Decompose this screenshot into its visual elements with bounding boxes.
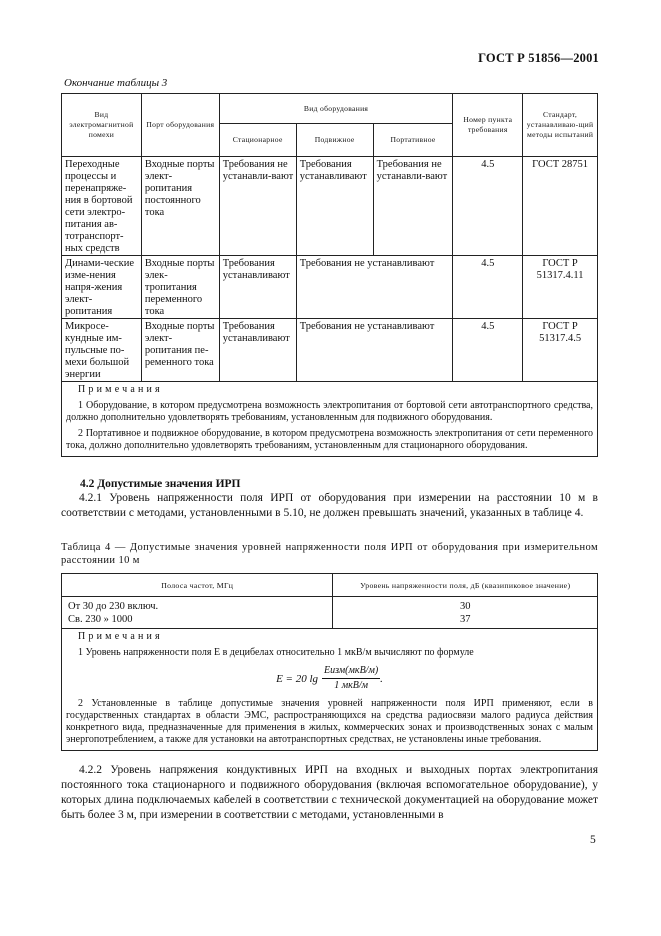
th-portable: Портативное — [373, 124, 453, 157]
cell-port: Входные порты элект-ропитания постоянного тока — [141, 157, 219, 256]
table-row — [62, 256, 598, 319]
cell-interference: Микросе-кундные им-пульсные по-мехи большой энергии — [62, 319, 142, 382]
cell-port: Входные порты элек-тропитания переменного тока — [141, 256, 219, 319]
table3-notes — [62, 382, 598, 457]
paragraph-4-2-2 — [61, 763, 598, 823]
table4-caption-text: Таблица 4 — Допустимые значения уровней напряженности поля ИРП от оборудования при измерительном расстоянии 10 м — [61, 542, 598, 566]
table-row — [62, 597, 598, 614]
cell-band: Св. 230 » 1000 — [62, 613, 333, 629]
table4 — [61, 573, 598, 751]
th-clause: Номер пункта требования — [453, 94, 523, 157]
paragraph-4-2-2-text: 4.2.2 Уровень напряжения кондуктивных ИРП на входных и выходных портах электропитания постоянного тока стационарного и подвижного оборудования (включая вспомогательное оборудование), у которых длина подключаемых кабелей в соответствии с технической документацией на оборудование может быть более 3 м, при измерении в соответствии с методами, установленными в — [61, 764, 598, 821]
cell-interference: Переходные процессы и перенапряже-ния в бортовой сети электро-питания ав-тотранспорт-ных средств — [62, 157, 142, 256]
cell-level: 30 — [333, 597, 598, 614]
th-stationary: Стационарное — [219, 124, 296, 157]
cell-interference: Динами-ческие изме-нения напря-жения элект-ропитания — [62, 256, 142, 319]
cell-standard: ГОСТ Р 51317.4.5 — [523, 319, 598, 382]
table-row — [62, 613, 598, 629]
th-level: Уровень напряженности поля, дБ (квазипиковое значение) — [333, 574, 598, 597]
notes-title: Примечания — [78, 384, 163, 395]
cell-clause: 4.5 — [453, 157, 523, 256]
th-interference: Вид электромагнитной помехи — [62, 94, 142, 157]
cell-portable: Требования не устанавли-вают — [373, 157, 453, 256]
paragraph-4-2-1 — [61, 491, 598, 521]
th-port: Порт оборудования — [141, 94, 219, 157]
table4-caption — [61, 541, 598, 567]
notes-title: Примечания — [78, 631, 163, 642]
cell-merged: Требования не устанавливают — [296, 319, 453, 382]
cell-merged: Требования не устанавливают — [296, 256, 453, 319]
cell-standard: ГОСТ Р 51317.4.11 — [523, 256, 598, 319]
section-title: 4.2 Допустимые значения ИРП — [80, 478, 241, 490]
table3-caption: Окончание таблицы 3 — [64, 77, 168, 89]
note-2: 2 Установленные в таблице допустимые значения уровней напряженности поля ИРП применяют, если в государственных стандартах в области ЭМС, распространяющихся на средства радиосвязи малого радиуса действия конкретного вида, предназначенные для применения в жилых, коммерческих зонах и производственных зонах с малым энергопотреблением, а также для установки на автотранспортных средствах, не установлены иные требования. — [66, 698, 593, 745]
note-1: 1 Уровень напряженности поля E в децибелах относительно 1 мкВ/м вычисляют по формуле — [78, 647, 474, 658]
table3 — [61, 93, 598, 457]
cell-stationary: Требования устанавливают — [219, 319, 296, 382]
formula-denominator: 1 мкВ/м — [334, 680, 369, 691]
formula-fraction — [322, 665, 380, 692]
cell-level: 37 — [333, 613, 598, 629]
th-equipment-group: Вид оборудования — [219, 94, 453, 124]
note-2: 2 Портативное и подвижное оборудование, в котором предусмотрена возможность электропитания от сети переменного тока, должно дополнительно удовлетворять требованиям, установленным для стационарного оборудования. — [66, 428, 593, 451]
table4-notes — [62, 629, 598, 751]
th-mobile: Подвижное — [296, 124, 373, 157]
cell-clause: 4.5 — [453, 319, 523, 382]
th-band: Полоса частот, МГц — [62, 574, 333, 597]
table-row — [62, 319, 598, 382]
cell-stationary: Требования устанавливают — [219, 256, 296, 319]
field-strength-formula: E = 20 lg $\frac{\text{Eизм(мкВ/м)}}{\text{1 мкВ/м}}$ . — [276, 665, 383, 691]
formula-numerator: Eизм(мкВ/м) — [322, 665, 380, 679]
cell-stationary: Требования не устанавли-вают — [219, 157, 296, 256]
th-standard: Стандарт, устанавливаю-щий методы испытаний — [523, 94, 598, 157]
cell-standard: ГОСТ 28751 — [523, 157, 598, 256]
formula-lhs: E = 20 lg — [276, 672, 319, 685]
table-row — [62, 157, 598, 256]
cell-port: Входные порты элект-ропитания пе-ременного тока — [141, 319, 219, 382]
cell-clause: 4.5 — [453, 256, 523, 319]
page-number: 5 — [590, 834, 596, 846]
paragraph-4-2-1-text: 4.2.1 Уровень напряженности поля ИРП от оборудования при измерении на расстоянии 10 м в соответствии с методами, установленными в 5.10, не должен превышать значений, указанных в таблице 4. — [61, 492, 598, 519]
cell-band: От 30 до 230 включ. — [62, 597, 333, 614]
note-1: 1 Оборудование, в котором предусмотрена возможность электропитания от бортовой сети автотранспортного средства, должно дополнительно удовлетворять требованиям, установленным для подвижного оборудования. — [66, 400, 593, 423]
standard-header: ГОСТ Р 51856—2001 — [478, 51, 599, 65]
cell-mobile: Требования устанавливают — [296, 157, 373, 256]
